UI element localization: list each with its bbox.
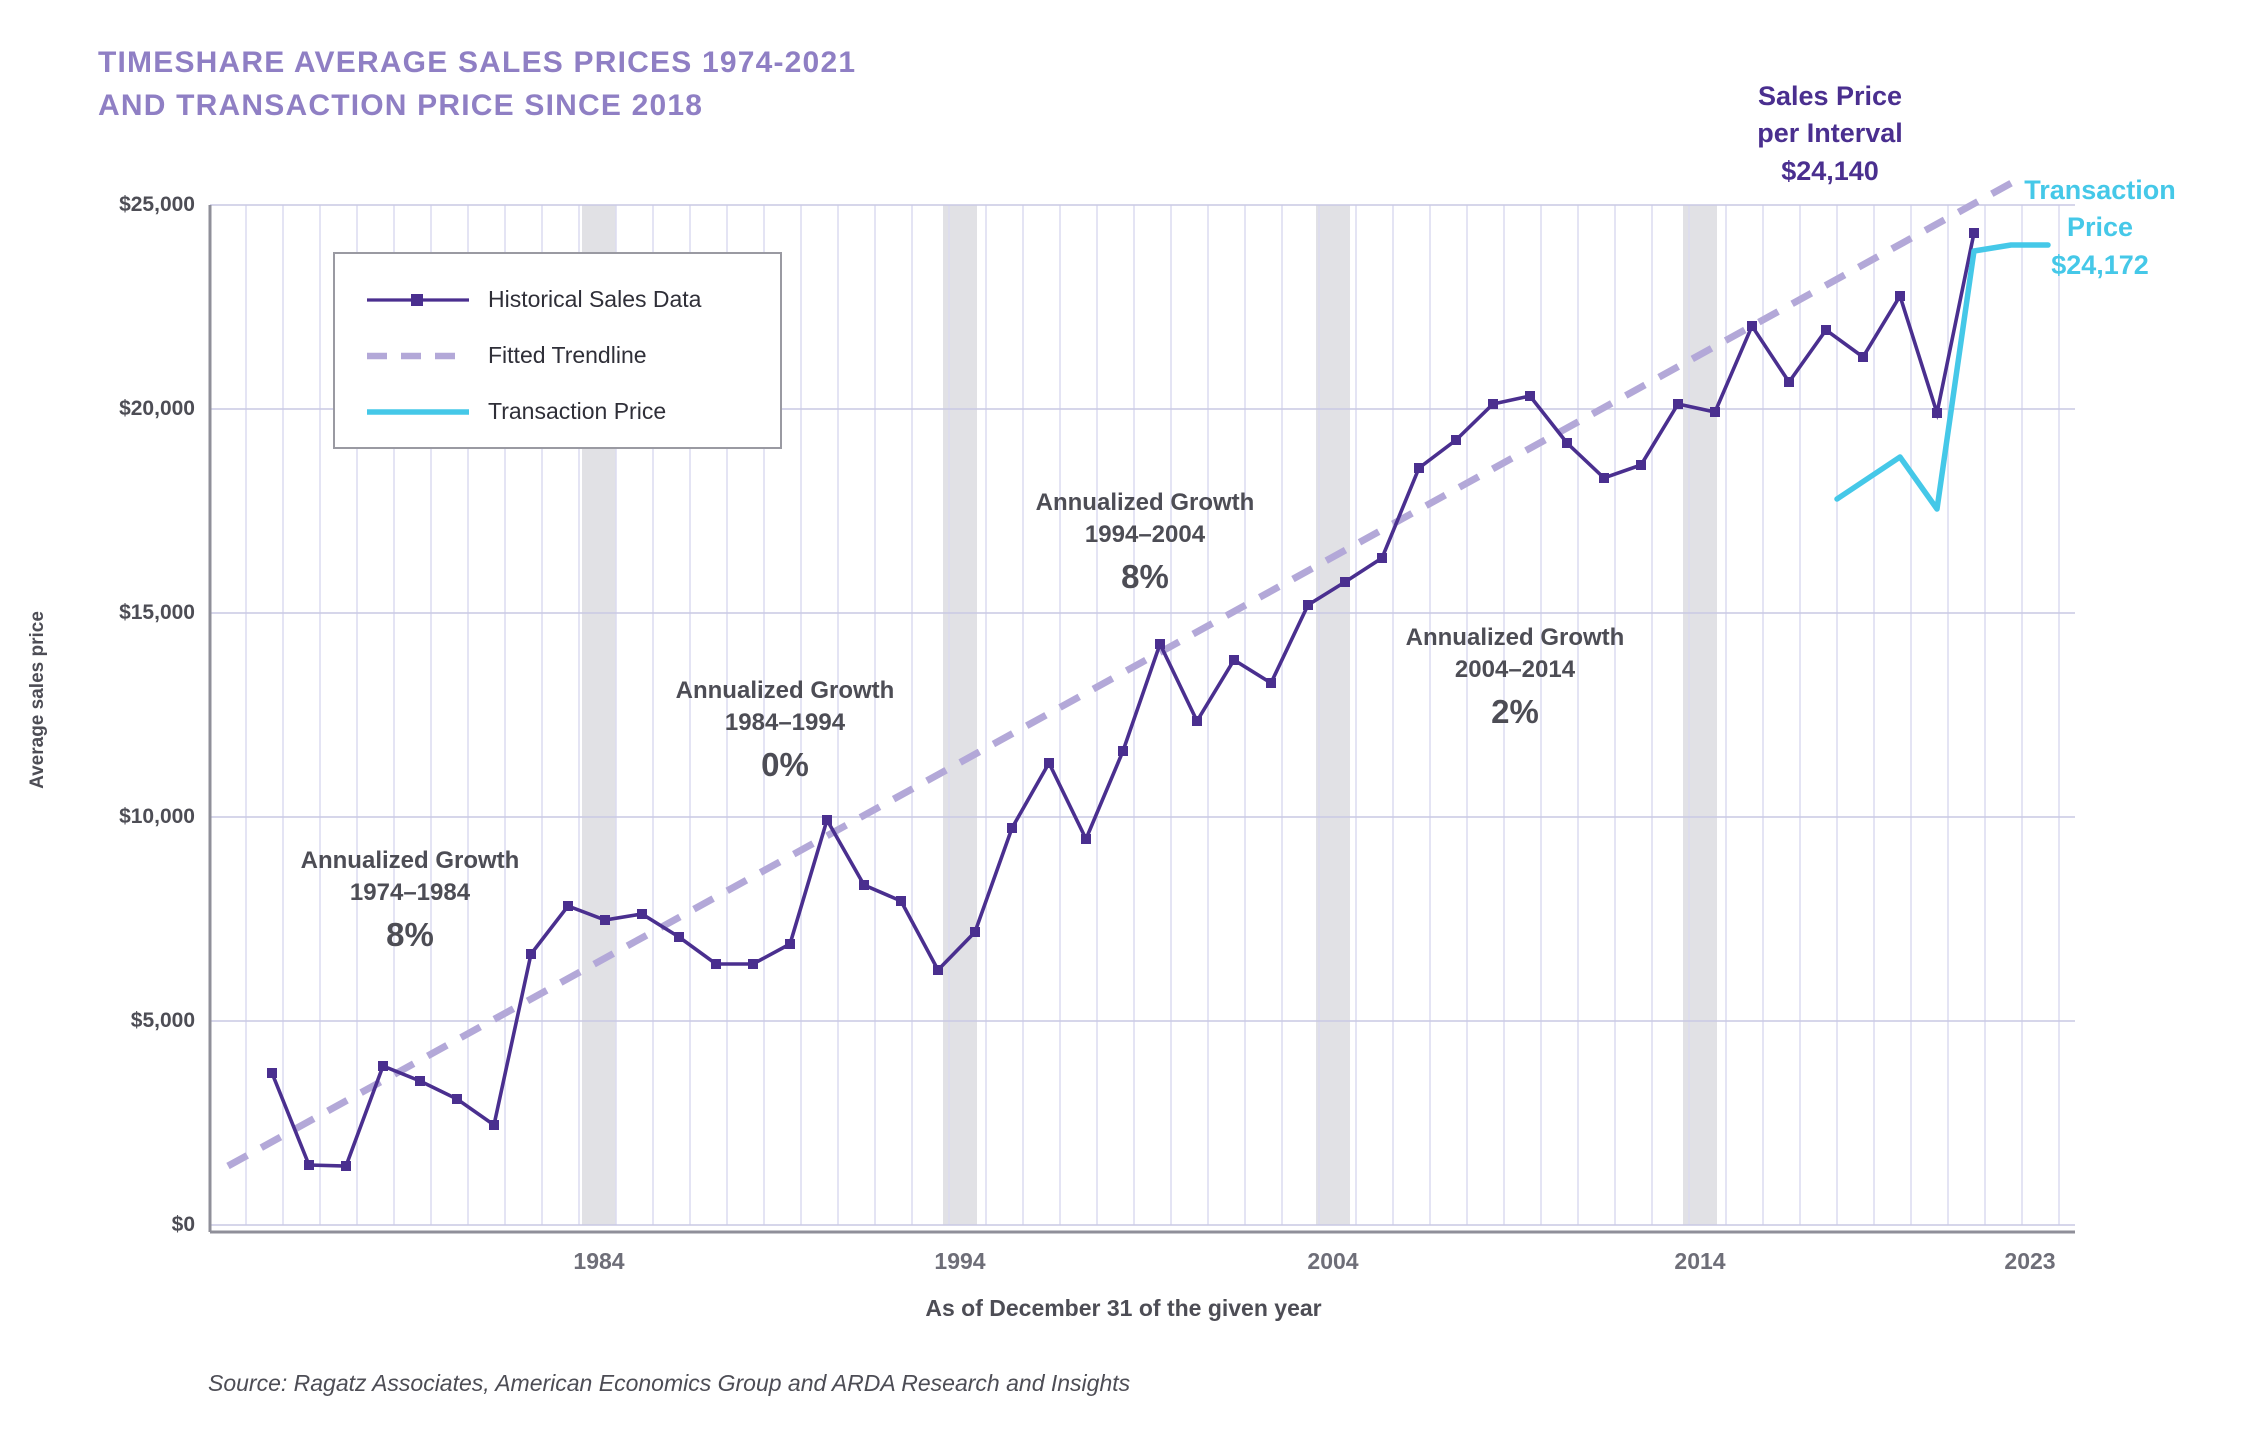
title-line-2: AND TRANSACTION PRICE SINCE 2018 [98,88,704,122]
annotation-line-2: 2004–2014 [1454,656,1576,684]
source-note: Source: Ragatz Associates, American Economics Group and ARDA Research and Insights [208,1370,1131,1396]
x-tick-1994: 1994 [934,1248,986,1274]
y-tick-0: $0 [171,1213,195,1236]
x-tick-2023: 2023 [2004,1248,2056,1274]
annotation-value: 0% [761,746,809,784]
annotation-value: 8% [386,916,434,954]
callout-transaction-value: $24,172 [2051,249,2149,280]
annotation-line-1: Annualized Growth [675,677,895,704]
y-axis-label: Average sales price [27,611,48,789]
callout-sales-line-1: Sales Price [1757,81,1903,111]
annotation-line-2: 1974–1984 [349,879,471,907]
callout-sales-line-2: per Interval [1757,118,1903,149]
callout-sales-price [1710,78,1950,190]
y-tick-10000: $10,000 [119,805,195,828]
y-tick-5000: $5,000 [130,1009,195,1032]
annotation-growth-1974-1984 [250,845,570,958]
x-tick-2004: 2004 [1307,1248,1359,1274]
x-axis-label: As of December 31 of the given year [925,1295,1322,1321]
legend-label-transaction: Transaction Price [488,398,667,424]
y-tick-20000: $20,000 [119,397,195,420]
legend-label-historical: Historical Sales Data [488,286,702,312]
shaded-band-1994 [943,205,977,1225]
annotation-line-2: 1984–1994 [724,709,846,737]
annotation-line-1: Annualized Growth [300,847,520,874]
transaction-price-line [1837,245,2048,509]
callout-transaction-line-2: Price [2066,212,2134,243]
title-line-1: TIMESHARE AVERAGE SALES PRICES 1974-2021 [98,46,857,79]
annotation-growth-1994-2004 [985,487,1305,600]
annotation-value: 2% [1491,693,1539,731]
legend-swatch-solid [363,398,473,426]
callout-transaction-price [1975,172,2225,284]
annotation-line-1: Annualized Growth [1405,624,1625,651]
legend-swatch-line-marker [363,286,473,314]
annotation-value: 8% [1121,558,1169,596]
legend-swatch-dashed [363,342,473,370]
annotation-growth-1984-1994 [625,675,945,788]
callout-sales-value: $24,140 [1781,155,1879,186]
y-tick-15000: $15,000 [119,601,195,624]
shaded-band-2004 [1316,205,1350,1225]
annotation-growth-2004-2014 [1355,622,1675,735]
annotation-line-2: 1994–2004 [1084,521,1206,549]
callout-transaction-line-1: Transaction [2024,175,2176,205]
x-tick-2014: 2014 [1674,1248,1726,1274]
legend [333,252,782,449]
annotation-line-1: Annualized Growth [1035,489,1255,516]
legend-label-trendline: Fitted Trendline [488,342,647,368]
y-tick-25000: $25,000 [119,193,195,216]
x-tick-1984: 1984 [573,1248,625,1274]
